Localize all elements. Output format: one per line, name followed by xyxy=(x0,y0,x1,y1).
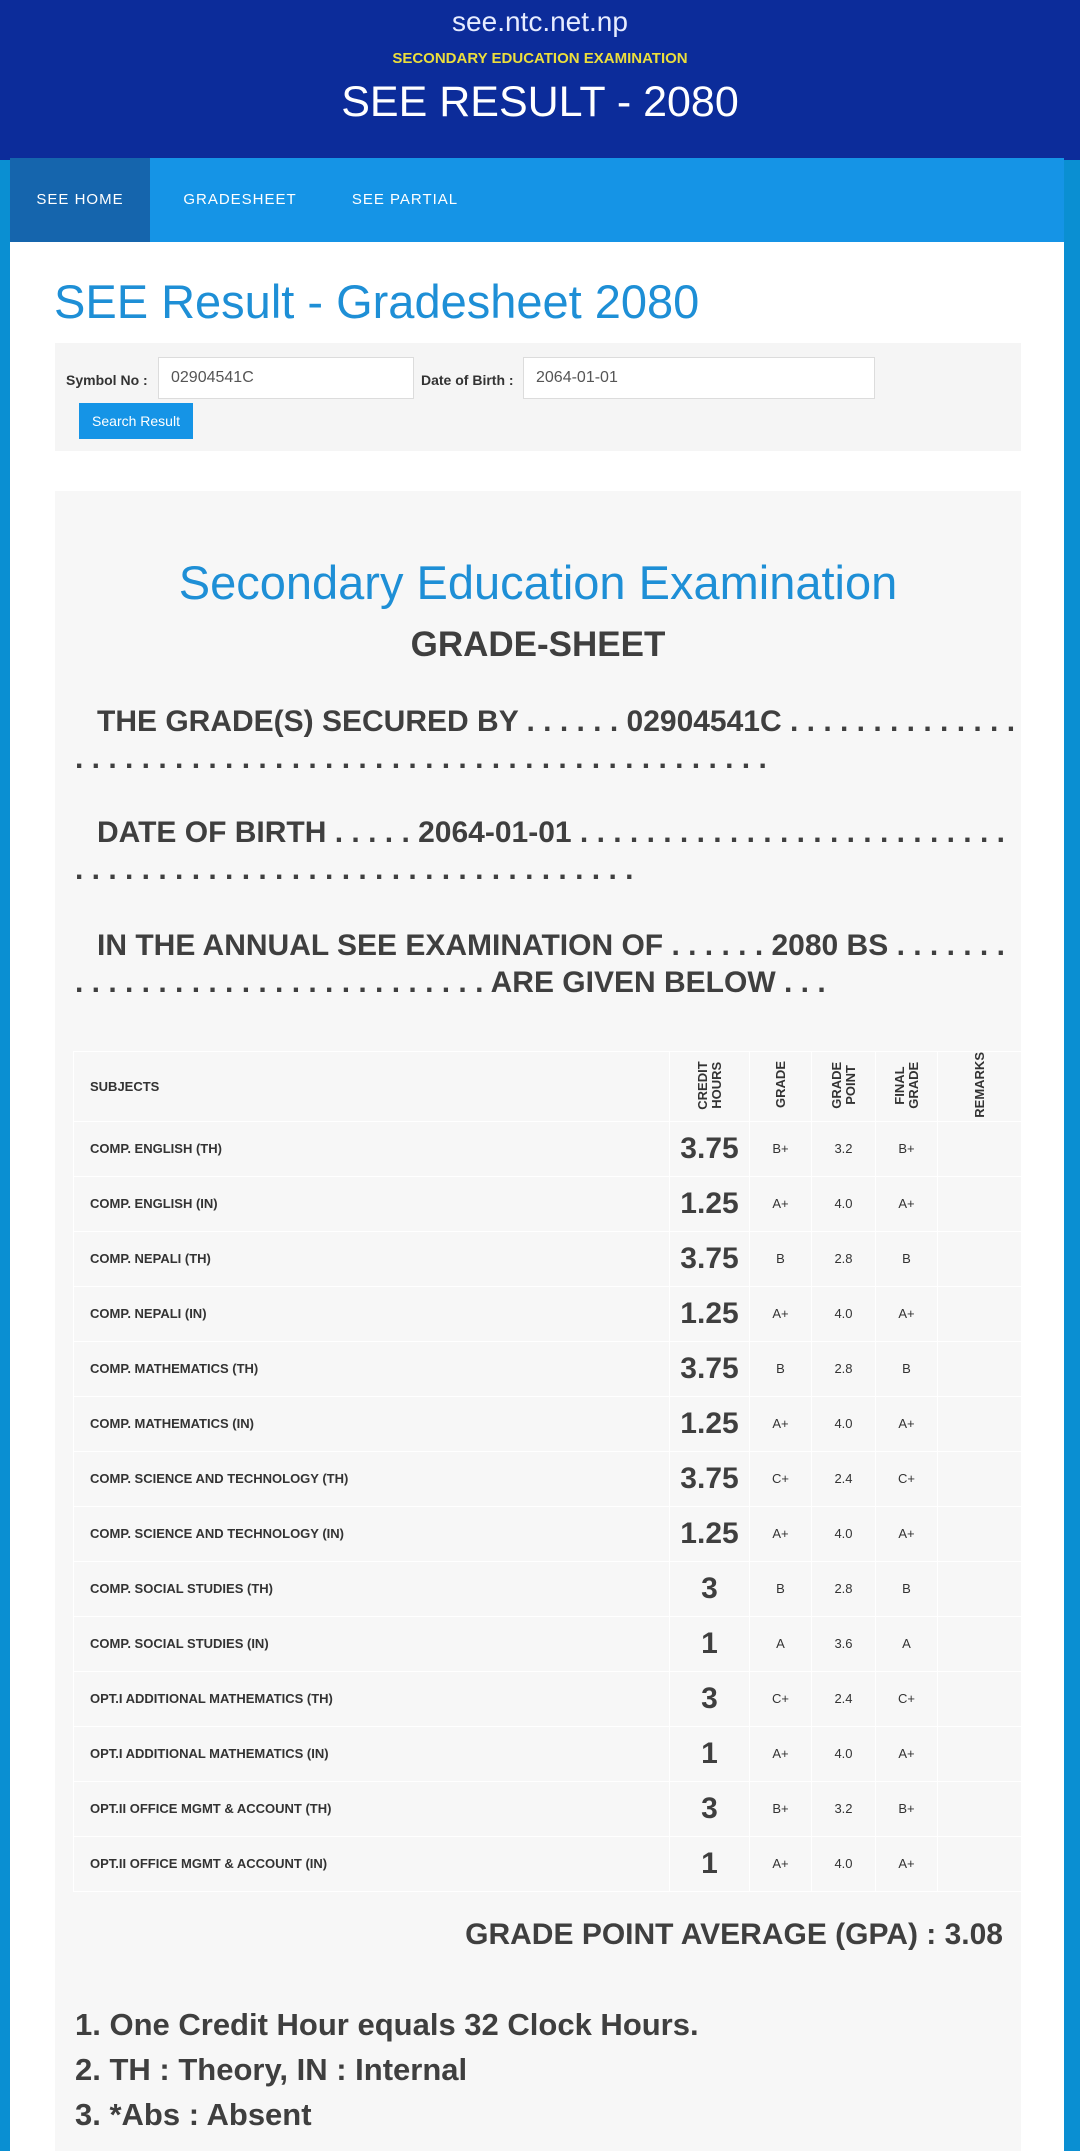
grade-cell: A+ xyxy=(750,1506,812,1561)
symbol-input[interactable]: 02904541C xyxy=(158,357,414,399)
notes-list xyxy=(75,2002,975,2137)
credit-hours-cell: 1.25 xyxy=(670,1176,750,1231)
final-grade-cell: A+ xyxy=(876,1286,938,1341)
grade-cell: B xyxy=(750,1561,812,1616)
remarks-cell xyxy=(938,1396,1023,1451)
grade-cell: B xyxy=(750,1231,812,1286)
final-grade-cell: B xyxy=(876,1341,938,1396)
subject-cell: COMP. NEPALI (IN) xyxy=(74,1286,670,1341)
subject-cell: OPT.II OFFICE MGMT & ACCOUNT (IN) xyxy=(74,1836,670,1891)
site-subtitle: SECONDARY EDUCATION EXAMINATION xyxy=(392,50,688,67)
grade-cell: A+ xyxy=(750,1396,812,1451)
final-grade-cell: A xyxy=(876,1616,938,1671)
grade-cell: B+ xyxy=(750,1781,812,1836)
grade-point-cell: 2.4 xyxy=(812,1671,876,1726)
remarks-cell xyxy=(938,1121,1023,1176)
table-row xyxy=(74,1506,1023,1561)
credit-hours-cell: 3.75 xyxy=(670,1121,750,1176)
grade-point-cell: 4.0 xyxy=(812,1836,876,1891)
col-final-grade-label: FINAL GRADE xyxy=(891,1061,921,1109)
table-row xyxy=(74,1671,1023,1726)
table-row xyxy=(74,1396,1023,1451)
site-name: see.ntc.net.np xyxy=(452,6,628,37)
dob-line: DATE OF BIRTH . . . . . 2064-01-01 . . . . . . . . . . . . . . . . . . . . . . . . . . . . . . . . . . . . . . . . . . . . . . . . . . . . . . . . . . . . xyxy=(75,816,1005,886)
dob-input[interactable]: 2064-01-01 xyxy=(523,357,875,399)
grade-cell: C+ xyxy=(750,1671,812,1726)
col-grade-point xyxy=(812,1052,876,1122)
grade-cell: B xyxy=(750,1341,812,1396)
remarks-cell xyxy=(938,1176,1023,1231)
subject-cell: COMP. ENGLISH (TH) xyxy=(74,1121,670,1176)
grade-point-cell: 3.2 xyxy=(812,1781,876,1836)
final-grade-cell: C+ xyxy=(876,1671,938,1726)
grade-point-cell: 4.0 xyxy=(812,1286,876,1341)
table-row xyxy=(74,1616,1023,1671)
final-grade-cell: B xyxy=(876,1561,938,1616)
note-item: 1. One Credit Hour equals 32 Clock Hours. xyxy=(75,2007,699,2042)
grade-cell: A+ xyxy=(750,1836,812,1891)
credit-hours-cell: 1 xyxy=(670,1836,750,1891)
search-form xyxy=(55,343,1021,451)
grade-point-cell: 2.8 xyxy=(812,1561,876,1616)
remarks-cell xyxy=(938,1781,1023,1836)
table-row xyxy=(74,1451,1023,1506)
credit-hours-cell: 3.75 xyxy=(670,1451,750,1506)
col-remarks xyxy=(938,1052,1023,1122)
remarks-cell xyxy=(938,1726,1023,1781)
col-grade-point-label: GRADE POINT xyxy=(828,1061,858,1109)
final-grade-cell: C+ xyxy=(876,1451,938,1506)
remarks-cell xyxy=(938,1616,1023,1671)
grade-point-cell: 3.2 xyxy=(812,1121,876,1176)
grade-point-cell: 3.6 xyxy=(812,1616,876,1671)
symbol-label: Symbol No : xyxy=(66,372,148,388)
table-row xyxy=(74,1176,1023,1231)
col-final-grade xyxy=(876,1052,938,1122)
page-title: SEE Result - Gradesheet 2080 xyxy=(54,275,700,328)
gradesheet-card xyxy=(55,491,1021,2151)
table-row xyxy=(74,1231,1023,1286)
credit-hours-cell: 3.75 xyxy=(670,1231,750,1286)
remarks-cell xyxy=(938,1506,1023,1561)
table-row xyxy=(74,1726,1023,1781)
subject-cell: COMP. ENGLISH (IN) xyxy=(74,1176,670,1231)
subject-cell: OPT.I ADDITIONAL MATHEMATICS (IN) xyxy=(74,1726,670,1781)
gradesheet-title: Secondary Education Examination xyxy=(178,556,898,609)
grade-point-cell: 2.8 xyxy=(812,1341,876,1396)
credit-hours-cell: 3 xyxy=(670,1781,750,1836)
remarks-cell xyxy=(938,1451,1023,1506)
credit-hours-cell: 3 xyxy=(670,1671,750,1726)
secured-by-line: THE GRADE(S) SECURED BY . . . . . . 02904541C . . . . . . . . . . . . . . . . . . . . . . . . . . . . . . . . . . . . . . . . . . . . . . . . . . . . . . . . xyxy=(75,705,1016,775)
subject-cell: COMP. SOCIAL STUDIES (TH) xyxy=(74,1561,670,1616)
credit-hours-cell: 1 xyxy=(670,1616,750,1671)
site-title: SEE RESULT - 2080 xyxy=(341,78,739,126)
final-grade-cell: A+ xyxy=(876,1726,938,1781)
remarks-cell xyxy=(938,1231,1023,1286)
final-grade-cell: A+ xyxy=(876,1836,938,1891)
col-credit-hours-label: CREDIT HOURS xyxy=(694,1060,724,1110)
table-row xyxy=(74,1341,1023,1396)
credit-hours-cell: 1.25 xyxy=(670,1506,750,1561)
final-grade-cell: B+ xyxy=(876,1781,938,1836)
subject-cell: COMP. SCIENCE AND TECHNOLOGY (TH) xyxy=(74,1451,670,1506)
nav-see-home[interactable]: SEE HOME xyxy=(10,158,150,242)
subject-cell: COMP. MATHEMATICS (TH) xyxy=(74,1341,670,1396)
subject-cell: COMP. NEPALI (TH) xyxy=(74,1231,670,1286)
final-grade-cell: A+ xyxy=(876,1506,938,1561)
final-grade-cell: B xyxy=(876,1231,938,1286)
grade-cell: B+ xyxy=(750,1121,812,1176)
table-row xyxy=(74,1121,1023,1176)
gpa-line: GRADE POINT AVERAGE (GPA) : 3.08 xyxy=(465,1918,1003,1951)
remarks-cell xyxy=(938,1561,1023,1616)
table-row xyxy=(74,1836,1023,1891)
grade-cell: A+ xyxy=(750,1286,812,1341)
grade-cell: C+ xyxy=(750,1451,812,1506)
grade-cell: A+ xyxy=(750,1176,812,1231)
table-header-row xyxy=(74,1052,1023,1122)
final-grade-cell: A+ xyxy=(876,1176,938,1231)
remarks-cell xyxy=(938,1286,1023,1341)
content-panel xyxy=(10,242,1064,2151)
credit-hours-cell: 3 xyxy=(670,1561,750,1616)
table-row xyxy=(74,1286,1023,1341)
search-result-button[interactable]: Search Result xyxy=(79,403,193,439)
table-row xyxy=(74,1781,1023,1836)
main-nav xyxy=(10,158,1064,242)
remarks-cell xyxy=(938,1671,1023,1726)
credit-hours-cell: 1.25 xyxy=(670,1396,750,1451)
subject-cell: COMP. SCIENCE AND TECHNOLOGY (IN) xyxy=(74,1506,670,1561)
grade-point-cell: 4.0 xyxy=(812,1506,876,1561)
grade-point-cell: 2.4 xyxy=(812,1451,876,1506)
col-grade xyxy=(750,1052,812,1122)
note-item: 2. TH : Theory, IN : Internal xyxy=(75,2052,468,2087)
col-grade-label: GRADE xyxy=(772,1061,788,1109)
col-subjects: SUBJECTS xyxy=(74,1052,670,1122)
grade-point-cell: 4.0 xyxy=(812,1726,876,1781)
nav-gradesheet[interactable]: GRADESHEET xyxy=(183,191,297,208)
remarks-cell xyxy=(938,1341,1023,1396)
exam-line: IN THE ANNUAL SEE EXAMINATION OF . . . . . . 2080 BS . . . . . . . . . . . . . . . . . . . . . . . . . . . . . . . . ARE GIVEN BELOW . . . xyxy=(75,929,1005,999)
subject-cell: OPT.II OFFICE MGMT & ACCOUNT (TH) xyxy=(74,1781,670,1836)
note-item: 3. *Abs : Absent xyxy=(75,2097,312,2132)
final-grade-cell: B+ xyxy=(876,1121,938,1176)
grade-point-cell: 2.8 xyxy=(812,1231,876,1286)
col-credit-hours xyxy=(670,1052,750,1122)
subject-cell: COMP. MATHEMATICS (IN) xyxy=(74,1396,670,1451)
credit-hours-cell: 1 xyxy=(670,1726,750,1781)
site-header xyxy=(0,0,1080,160)
subject-cell: OPT.I ADDITIONAL MATHEMATICS (TH) xyxy=(74,1671,670,1726)
grade-cell: A xyxy=(750,1616,812,1671)
dob-label: Date of Birth : xyxy=(421,372,514,388)
col-remarks-label: REMARKS xyxy=(972,1052,987,1118)
grade-point-cell: 4.0 xyxy=(812,1176,876,1231)
grades-table xyxy=(73,1051,1023,1892)
gradesheet-subtitle: GRADE-SHEET xyxy=(410,625,666,664)
subject-cell: COMP. SOCIAL STUDIES (IN) xyxy=(74,1616,670,1671)
nav-see-partial[interactable]: SEE PARTIAL xyxy=(351,191,459,208)
final-grade-cell: A+ xyxy=(876,1396,938,1451)
remarks-cell xyxy=(938,1836,1023,1891)
credit-hours-cell: 3.75 xyxy=(670,1341,750,1396)
grade-cell: A+ xyxy=(750,1726,812,1781)
table-row xyxy=(74,1561,1023,1616)
grade-point-cell: 4.0 xyxy=(812,1396,876,1451)
credit-hours-cell: 1.25 xyxy=(670,1286,750,1341)
